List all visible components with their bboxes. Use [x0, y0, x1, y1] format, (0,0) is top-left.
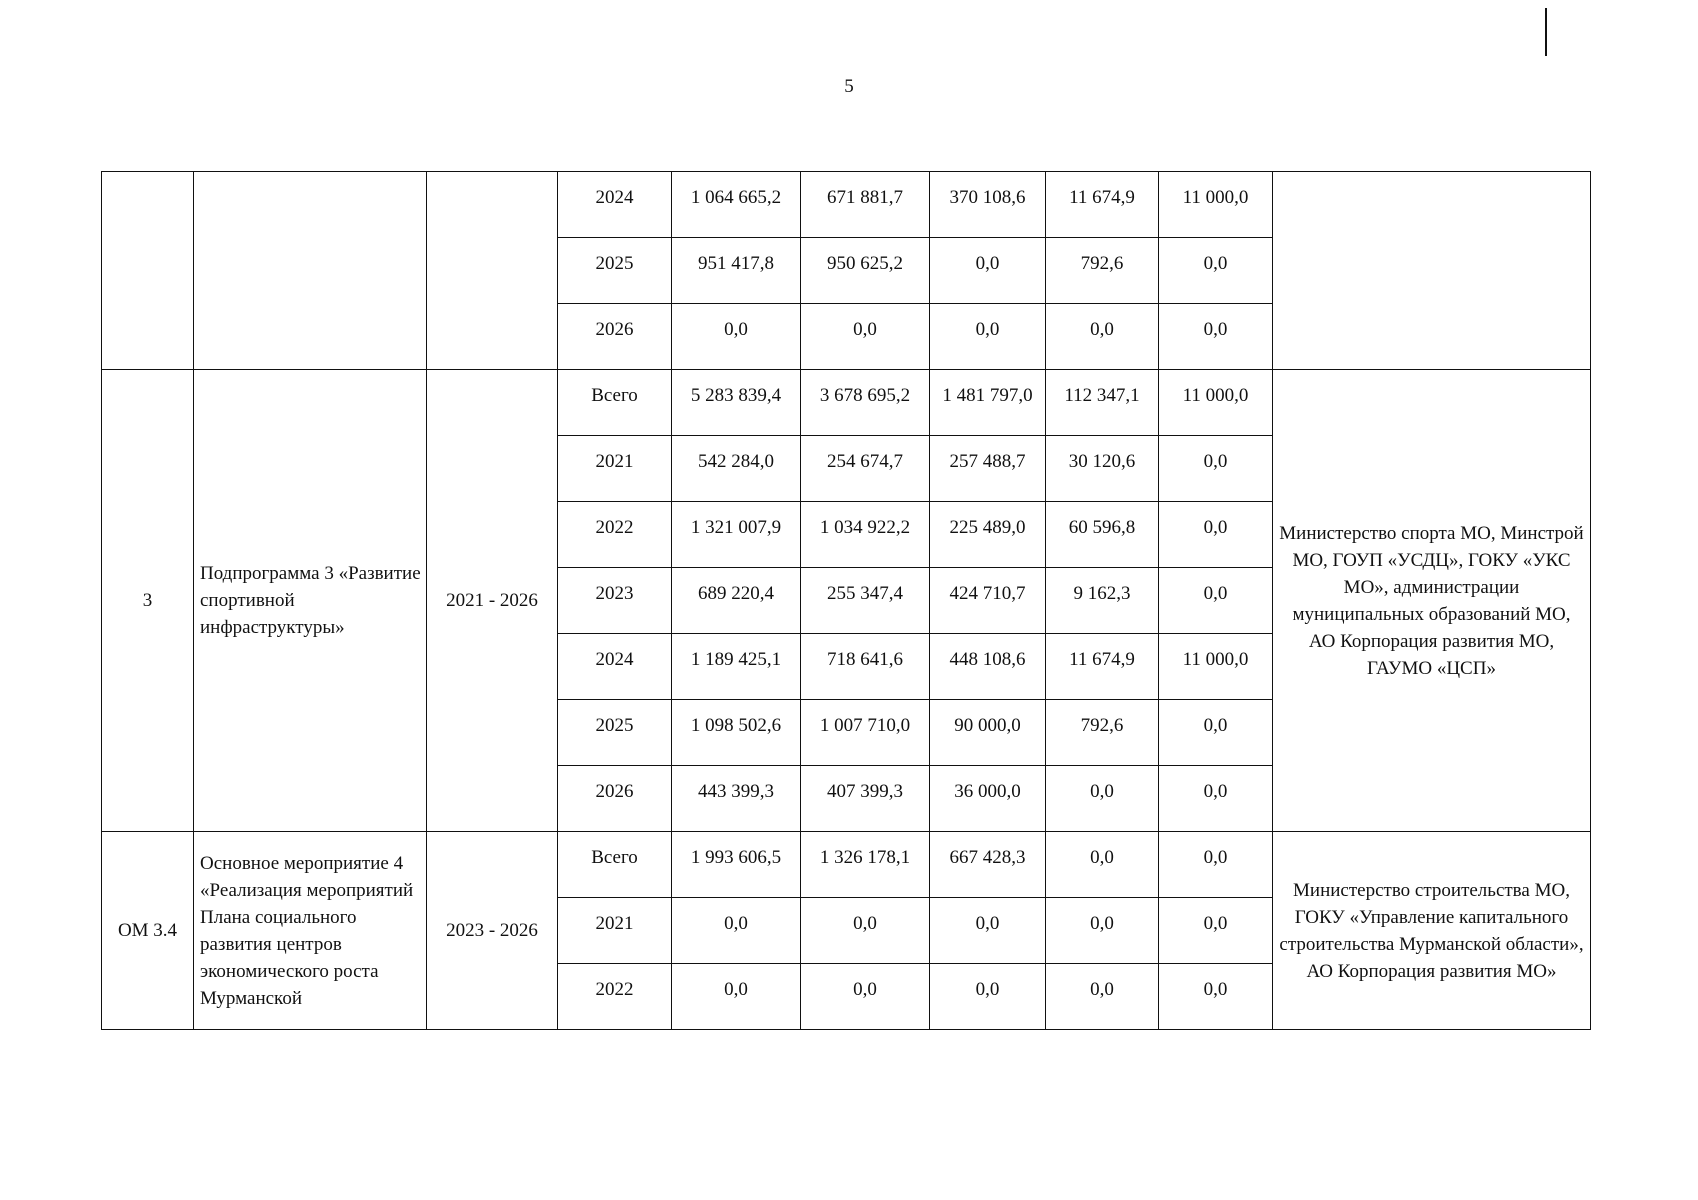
value-cell: 30 120,6 — [1046, 436, 1159, 502]
value-cell: 90 000,0 — [930, 700, 1046, 766]
year-cell: 2023 — [558, 568, 672, 634]
total-cell: 1 098 502,6 — [672, 700, 801, 766]
page-number: 5 — [844, 76, 854, 97]
value-cell: 0,0 — [930, 898, 1046, 964]
value-cell: 0,0 — [1159, 568, 1273, 634]
num-cell — [102, 172, 194, 370]
year-cell: Всего — [558, 370, 672, 436]
total-cell: 1 993 606,5 — [672, 832, 801, 898]
value-cell: 0,0 — [1159, 964, 1273, 1030]
value-cell: 0,0 — [1159, 304, 1273, 370]
value-cell: 0,0 — [1046, 832, 1159, 898]
year-cell: 2021 — [558, 436, 672, 502]
value-cell: 0,0 — [801, 898, 930, 964]
year-cell: 2025 — [558, 238, 672, 304]
name-cell: Основное мероприятие 4 «Реализация мероприятий Плана социального развития центров экономического роста Мурманской — [194, 832, 427, 1030]
value-cell: 1 034 922,2 — [801, 502, 930, 568]
value-cell: 0,0 — [1046, 898, 1159, 964]
value-cell: 254 674,7 — [801, 436, 930, 502]
total-cell: 443 399,3 — [672, 766, 801, 832]
value-cell: 11 000,0 — [1159, 172, 1273, 238]
value-cell: 0,0 — [1159, 700, 1273, 766]
value-cell: 11 674,9 — [1046, 172, 1159, 238]
value-cell: 9 162,3 — [1046, 568, 1159, 634]
value-cell: 667 428,3 — [930, 832, 1046, 898]
name-cell — [194, 172, 427, 370]
value-cell: 257 488,7 — [930, 436, 1046, 502]
total-cell: 951 417,8 — [672, 238, 801, 304]
value-cell: 792,6 — [1046, 238, 1159, 304]
value-cell: 0,0 — [1159, 502, 1273, 568]
value-cell: 671 881,7 — [801, 172, 930, 238]
value-cell: 370 108,6 — [930, 172, 1046, 238]
year-cell: 2022 — [558, 964, 672, 1030]
value-cell: 424 710,7 — [930, 568, 1046, 634]
value-cell: 11 674,9 — [1046, 634, 1159, 700]
value-cell: 0,0 — [801, 964, 930, 1030]
year-cell: 2022 — [558, 502, 672, 568]
num-cell: ОМ 3.4 — [102, 832, 194, 1030]
value-cell: 0,0 — [1046, 766, 1159, 832]
value-cell: 36 000,0 — [930, 766, 1046, 832]
total-cell: 5 283 839,4 — [672, 370, 801, 436]
value-cell: 0,0 — [1159, 238, 1273, 304]
value-cell: 0,0 — [1159, 766, 1273, 832]
value-cell: 0,0 — [930, 304, 1046, 370]
total-cell: 542 284,0 — [672, 436, 801, 502]
value-cell: 1 481 797,0 — [930, 370, 1046, 436]
name-cell: Подпрограмма 3 «Развитие спортивной инфраструктуры» — [194, 370, 427, 832]
num-cell: 3 — [102, 370, 194, 832]
value-cell: 11 000,0 — [1159, 634, 1273, 700]
year-cell: Всего — [558, 832, 672, 898]
year-cell: 2026 — [558, 304, 672, 370]
executor-cell: Министерство строительства МО, ГОКУ «Управление капитального строительства Мурманской области», АО Корпорация развития МО» — [1273, 832, 1591, 1030]
table-row — [102, 832, 1591, 898]
value-cell: 0,0 — [930, 964, 1046, 1030]
total-cell: 0,0 — [672, 304, 801, 370]
executor-cell — [1273, 172, 1591, 370]
value-cell: 0,0 — [1046, 304, 1159, 370]
scan-edge-mark — [1545, 8, 1547, 56]
total-cell: 0,0 — [672, 964, 801, 1030]
value-cell: 448 108,6 — [930, 634, 1046, 700]
value-cell: 0,0 — [1159, 898, 1273, 964]
value-cell: 0,0 — [1159, 832, 1273, 898]
total-cell: 0,0 — [672, 898, 801, 964]
value-cell: 950 625,2 — [801, 238, 930, 304]
year-cell: 2021 — [558, 898, 672, 964]
year-cell: 2026 — [558, 766, 672, 832]
value-cell: 1 007 710,0 — [801, 700, 930, 766]
value-cell: 407 399,3 — [801, 766, 930, 832]
value-cell: 3 678 695,2 — [801, 370, 930, 436]
table-row — [102, 370, 1591, 436]
value-cell: 0,0 — [1159, 436, 1273, 502]
year-cell: 2024 — [558, 172, 672, 238]
total-cell: 1 189 425,1 — [672, 634, 801, 700]
executor-cell: Министерство спорта МО, Минстрой МО, ГОУП «УСДЦ», ГОКУ «УКС МО», администрации муниципальных образований МО, АО Корпорация развития МО, ГАУМО «ЦСП» — [1273, 370, 1591, 832]
value-cell: 60 596,8 — [1046, 502, 1159, 568]
period-cell: 2021 - 2026 — [427, 370, 558, 832]
table-row — [102, 172, 1591, 238]
value-cell: 255 347,4 — [801, 568, 930, 634]
period-cell — [427, 172, 558, 370]
year-cell: 2025 — [558, 700, 672, 766]
value-cell: 0,0 — [801, 304, 930, 370]
year-cell: 2024 — [558, 634, 672, 700]
total-cell: 1 321 007,9 — [672, 502, 801, 568]
value-cell: 11 000,0 — [1159, 370, 1273, 436]
value-cell: 718 641,6 — [801, 634, 930, 700]
value-cell: 792,6 — [1046, 700, 1159, 766]
value-cell: 1 326 178,1 — [801, 832, 930, 898]
value-cell: 112 347,1 — [1046, 370, 1159, 436]
total-cell: 689 220,4 — [672, 568, 801, 634]
period-cell: 2023 - 2026 — [427, 832, 558, 1030]
financing-table — [101, 171, 1591, 1030]
total-cell: 1 064 665,2 — [672, 172, 801, 238]
value-cell: 0,0 — [930, 238, 1046, 304]
value-cell: 225 489,0 — [930, 502, 1046, 568]
value-cell: 0,0 — [1046, 964, 1159, 1030]
